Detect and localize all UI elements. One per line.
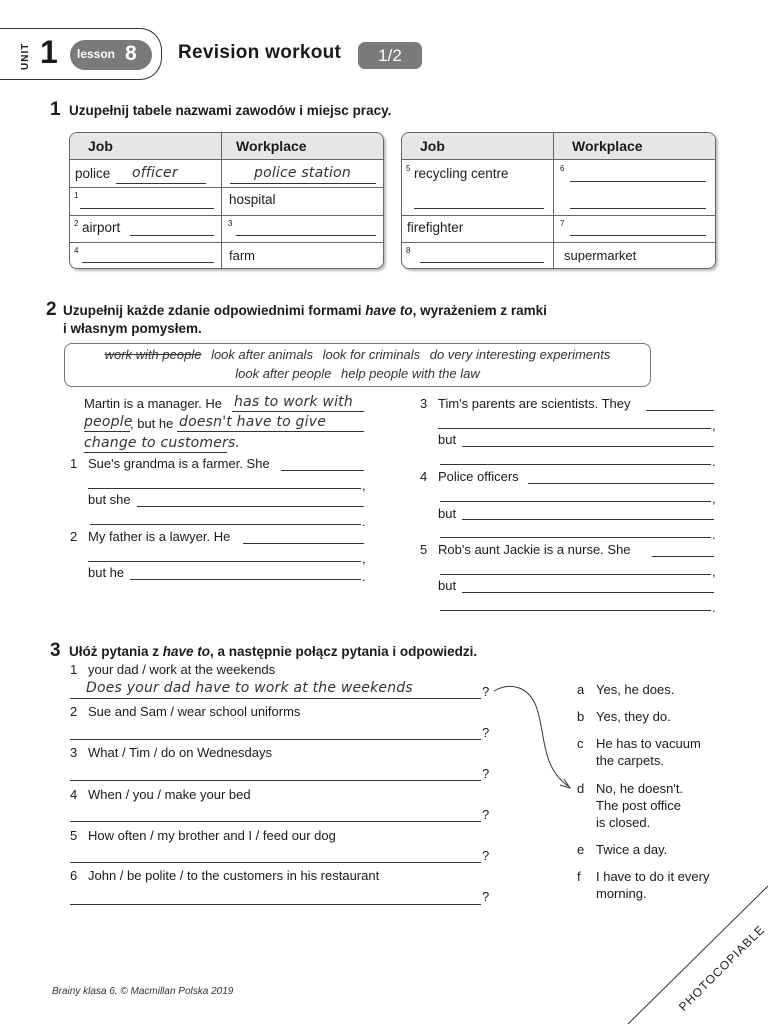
punctuation: . [712, 600, 716, 615]
answer-line[interactable] [243, 543, 364, 544]
sentence-text: Police officers [438, 469, 519, 484]
unit-number: 1 [40, 34, 58, 70]
item-number: 2 [70, 704, 78, 719]
answer-line[interactable] [570, 181, 706, 182]
word-box-line [65, 347, 650, 362]
phrase: look after animals [211, 347, 313, 362]
answer-line[interactable] [80, 208, 214, 209]
sentence-text: but [438, 432, 457, 447]
photocopiable-label: PHOTOCOPIABLE [676, 922, 768, 1014]
punctuation: . [362, 514, 366, 529]
answer-line[interactable] [70, 904, 481, 905]
row-divider [70, 242, 383, 243]
phrase: do very interesting experiments [429, 347, 611, 362]
example-sentence: , but he [130, 416, 174, 431]
answer-line[interactable] [70, 780, 481, 781]
answer-line[interactable] [440, 501, 711, 502]
answer-line[interactable] [440, 574, 711, 575]
answer-line [70, 698, 481, 699]
phrase: look after people [235, 366, 332, 381]
question-mark: ? [482, 889, 490, 904]
job-header: Job [420, 138, 445, 154]
answer-line[interactable] [70, 739, 481, 740]
question-mark: ? [482, 684, 490, 699]
exercise-2-instruction: Uzupełnij każde zdanie odpowiednimi formami have to, wyrażeniem z ramki [63, 303, 547, 318]
answer-text: Twice a day. [596, 842, 668, 857]
answer-line[interactable] [414, 208, 544, 209]
cell-workplace: supermarket [564, 248, 637, 263]
phrase-used: work with people [104, 347, 202, 362]
item-number: 6 [70, 868, 78, 883]
answer-line[interactable] [646, 410, 714, 411]
item-number: 2 [70, 529, 78, 544]
answer-text: is closed. [596, 815, 651, 830]
answer-line[interactable] [420, 262, 544, 263]
unit-label: UNIT [20, 42, 31, 70]
lesson-badge [70, 40, 152, 70]
punctuation: , [712, 418, 716, 433]
answer-line[interactable] [130, 235, 214, 236]
question-mark: ? [482, 848, 490, 863]
sentence-text: but [438, 578, 457, 593]
exercise-1-instruction: Uzupełnij tabele nazwami zawodów i miejsc pracy. [69, 103, 392, 118]
workplace-header: Workplace [236, 138, 307, 154]
row-divider [70, 187, 383, 188]
row-divider [402, 215, 715, 216]
row-divider [70, 215, 383, 216]
item-number: 3 [228, 219, 233, 228]
item-number: 1 [74, 191, 79, 200]
question-prompt: John / be polite / to the customers in his restaurant [88, 868, 380, 883]
item-number: 1 [70, 662, 78, 677]
item-number: 4 [74, 246, 79, 255]
answer-letter: c [577, 736, 584, 751]
example-answer: doesn't have to give [179, 414, 327, 430]
punctuation: , [712, 564, 716, 579]
punctuation: , [362, 478, 366, 493]
page-title: Revision workout [178, 42, 342, 63]
answer-line[interactable] [440, 537, 711, 538]
answer-line[interactable] [137, 506, 364, 507]
answer-text: the carpets. [596, 753, 664, 768]
exercise-2-instruction-line2: i własnym pomysłem. [63, 321, 202, 336]
answer-line[interactable] [652, 556, 714, 557]
answer-line[interactable] [438, 428, 711, 429]
punctuation: , [362, 551, 366, 566]
sentence-text: but [438, 506, 457, 521]
answer-line[interactable] [88, 488, 361, 489]
answer-letter: d [577, 781, 585, 796]
answer-line[interactable] [236, 235, 376, 236]
item-number: 8 [406, 246, 411, 255]
sentence-text: but she [88, 492, 131, 507]
sentence-text: Sue's grandma is a farmer. She [88, 456, 270, 471]
answer-line[interactable] [462, 592, 714, 593]
answer-line[interactable] [70, 862, 481, 863]
exercise-2-number: 2 [46, 299, 57, 320]
answer-letter: e [577, 842, 585, 857]
example-sentence: Martin is a manager. He [84, 396, 223, 411]
answer-line[interactable] [440, 610, 711, 611]
answer-job: officer [132, 165, 178, 181]
answer-text: Yes, he does. [596, 682, 675, 697]
book-title: Brainy klasa 6. [52, 986, 118, 997]
answer-line[interactable] [70, 821, 481, 822]
question-mark: ? [482, 807, 490, 822]
example-answer: has to work with [234, 394, 353, 410]
answer-line [116, 183, 206, 184]
example-answer: people [84, 414, 133, 430]
part-badge: 1/2 [358, 42, 422, 69]
answer-text: Yes, they do. [596, 709, 671, 724]
answer-letter: f [577, 869, 581, 884]
answer-text: No, he doesn't. [596, 781, 684, 796]
example-answer: change to customers. [84, 435, 241, 451]
answer-line[interactable] [82, 262, 214, 263]
footer-credit [52, 986, 233, 997]
answer-line[interactable] [570, 235, 706, 236]
job-header: Job [88, 138, 113, 154]
answer-line[interactable] [88, 561, 361, 562]
answer-line [177, 431, 364, 432]
question-mark: ? [482, 725, 490, 740]
left-job-table [69, 132, 384, 269]
answer-line[interactable] [462, 519, 714, 520]
answer-line [230, 183, 376, 184]
sentence-text: Rob's aunt Jackie is a nurse. She [438, 542, 631, 557]
sentence-text: Tim's parents are scientists. They [438, 396, 631, 411]
lesson-number: 8 [125, 42, 137, 65]
cell-workplace: farm [229, 248, 255, 263]
answer-text: morning. [596, 886, 647, 901]
workplace-header: Workplace [572, 138, 643, 154]
phrase: look for criminals [322, 347, 421, 362]
item-number: 3 [420, 396, 428, 411]
cell-job: police [75, 166, 111, 181]
punctuation: . [712, 527, 716, 542]
exercise-3-number: 3 [50, 640, 61, 661]
row-divider [402, 242, 715, 243]
answer-text: The post office [596, 798, 682, 813]
word-box-line [65, 366, 650, 381]
question-prompt: Sue and Sam / wear school uniforms [88, 704, 301, 719]
matching-arrow [480, 680, 590, 800]
cell-workplace: recycling centre [414, 166, 509, 181]
example-answer: Does your dad have to work at the weekends [86, 680, 413, 696]
punctuation: . [712, 454, 716, 469]
item-number: 5 [420, 542, 428, 557]
punctuation: . [362, 569, 366, 584]
cell-workplace: airport [82, 220, 121, 235]
answer-text: I have to do it every [596, 869, 710, 884]
exercise-1-number: 1 [50, 99, 61, 120]
exercise-3-instruction: Ułóż pytania z have to, a następnie połącz pytania i odpowiedzi. [69, 644, 478, 659]
item-number: 4 [70, 787, 78, 802]
answer-line [84, 431, 130, 432]
item-number: 7 [560, 219, 565, 228]
right-job-table [401, 132, 716, 269]
sentence-text: My father is a lawyer. He [88, 529, 231, 544]
answer-letter: b [577, 709, 585, 724]
cell-workplace: hospital [229, 192, 276, 207]
cell-job: firefighter [407, 220, 464, 235]
question-prompt: When / you / make your bed [88, 787, 251, 802]
item-number: 2 [74, 219, 79, 228]
column-divider [553, 133, 554, 268]
item-number: 5 [70, 828, 78, 843]
table-header [70, 133, 383, 160]
sentence-text: but he [88, 565, 125, 580]
item-number: 4 [420, 469, 428, 484]
punctuation: , [712, 491, 716, 506]
item-number: 1 [70, 456, 78, 471]
lesson-label: lesson [77, 47, 116, 61]
answer-letter: a [577, 682, 585, 697]
item-number: 6 [560, 164, 565, 173]
answer-line[interactable] [528, 483, 714, 484]
answer-workplace: police station [254, 165, 351, 181]
table-header [402, 133, 715, 160]
answer-line[interactable] [440, 464, 711, 465]
question-prompt: What / Tim / do on Wednesdays [88, 745, 273, 760]
column-divider [221, 133, 222, 268]
answer-text: He has to vacuum [596, 736, 701, 751]
copyright: © Macmillan Polska 2019 [117, 986, 234, 997]
answer-line[interactable] [90, 524, 361, 525]
phrase: help people with the law [340, 366, 480, 381]
word-box [64, 343, 651, 387]
question-prompt: How often / my brother and I / feed our dog [88, 828, 336, 843]
answer-line[interactable] [130, 579, 361, 580]
answer-line[interactable] [570, 208, 706, 209]
answer-line[interactable] [462, 446, 714, 447]
answer-line[interactable] [281, 470, 364, 471]
item-number: 5 [406, 164, 411, 173]
answer-line [232, 411, 364, 412]
question-mark: ? [482, 766, 490, 781]
answer-line [84, 452, 227, 453]
item-number: 3 [70, 745, 78, 760]
question-prompt: your dad / work at the weekends [88, 662, 276, 677]
